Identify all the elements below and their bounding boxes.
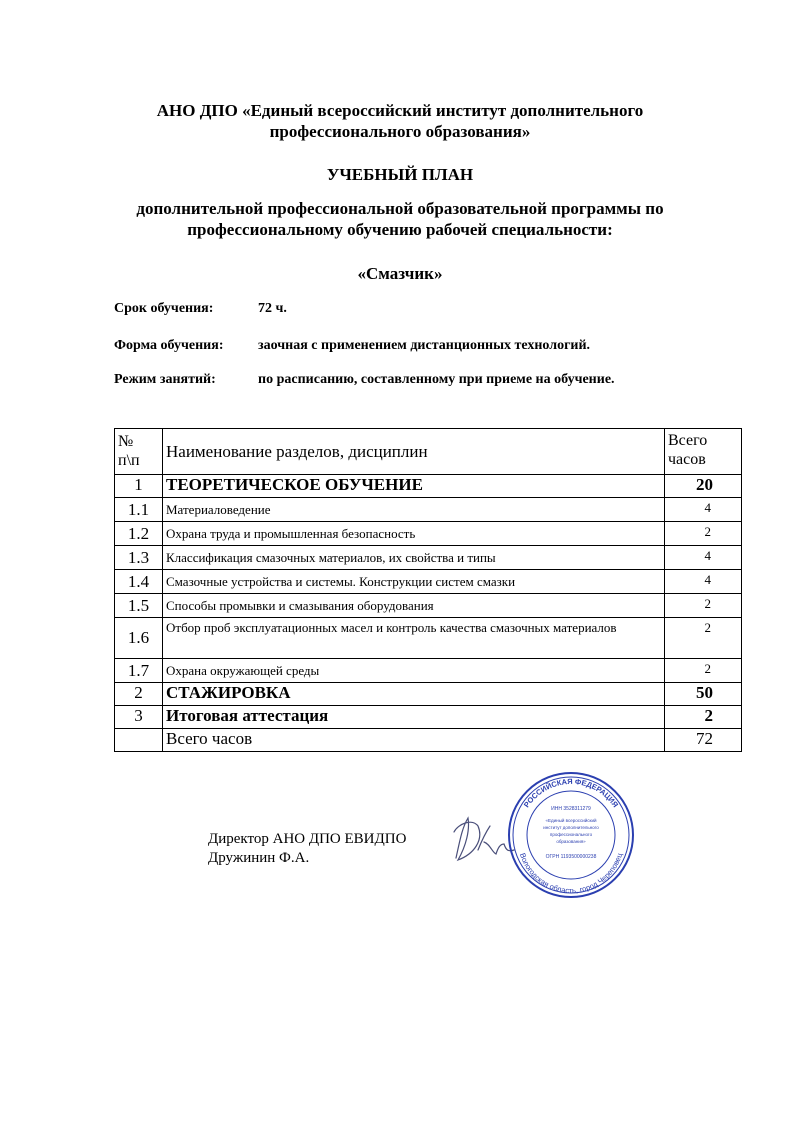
meta-duration: [114, 301, 287, 317]
meta-value: 72 ч.: [258, 301, 287, 316]
row-name: Способы промывки и смазывания оборудования: [163, 594, 665, 618]
meta-schedule: [114, 372, 615, 388]
row-name: Охрана труда и промышленная безопасность: [163, 522, 665, 546]
row-name: Отбор проб эксплуатационных масел и контроль качества смазочных материалов: [163, 618, 665, 659]
table-row: [115, 659, 742, 683]
row-number: 1.1: [115, 498, 163, 522]
stamp-inn: ИНН 3528311279: [551, 806, 591, 812]
organization-title: [0, 100, 800, 142]
svg-text:РОССИЙСКАЯ ФЕДЕРАЦИЯ: [522, 777, 620, 809]
table-row: [115, 706, 742, 729]
row-hours: 20: [665, 475, 742, 498]
row-number: 3: [115, 706, 163, 729]
row-name: Итоговая аттестация: [163, 706, 665, 729]
row-name: Классификация смазочных материалов, их свойства и типы: [163, 546, 665, 570]
table-row: [115, 498, 742, 522]
header-name: Наименование разделов, дисциплин: [163, 429, 665, 475]
row-number: 2: [115, 683, 163, 706]
meta-value: по расписанию, составленному при приеме на обучение.: [258, 372, 615, 387]
row-hours: 2: [665, 618, 742, 659]
subtitle-line-2: профессиональному обучению рабочей специальности:: [187, 220, 613, 239]
org-line-2: профессионального образования»: [269, 122, 531, 141]
table-total-row: [115, 729, 742, 752]
director-position: Директор АНО ДПО ЕВИДПО: [208, 831, 407, 847]
row-number: 1.7: [115, 659, 163, 683]
row-name: Материаловедение: [163, 498, 665, 522]
table-row: [115, 683, 742, 706]
table-row: [115, 618, 742, 659]
row-number: 1.4: [115, 570, 163, 594]
stamp-outer-bottom: Вологодская область, город Череповец: [517, 851, 625, 896]
org-line-1: АНО ДПО «Единый всероссийский институт дополнительного: [156, 101, 644, 120]
row-number: 1.5: [115, 594, 163, 618]
table-row: [115, 522, 742, 546]
row-hours: 2: [665, 522, 742, 546]
svg-text:«Единый всероссийский: «Единый всероссийский: [545, 818, 597, 823]
program-name: «Смазчик»: [357, 264, 443, 283]
row-name: ТЕОРЕТИЧЕСКОЕ ОБУЧЕНИЕ: [163, 475, 665, 498]
row-hours: 2: [665, 659, 742, 683]
meta-label: Форма обучения:: [114, 338, 224, 353]
signature-block: [208, 830, 406, 868]
row-hours: 4: [665, 546, 742, 570]
table-row: [115, 570, 742, 594]
table-row: [115, 546, 742, 570]
svg-text:образования»: образования»: [556, 839, 586, 844]
svg-text:институт дополнительного: институт дополнительного: [543, 825, 599, 830]
header-number: № п\п: [115, 429, 163, 475]
table-header-row: [115, 429, 742, 475]
stamp-outer-top: РОССИЙСКАЯ ФЕДЕРАЦИЯ: [521, 776, 621, 810]
row-number: 1.3: [115, 546, 163, 570]
row-name: Смазочные устройства и системы. Конструкции систем смазки: [163, 570, 665, 594]
row-hours: 2: [665, 706, 742, 729]
row-number: 1.2: [115, 522, 163, 546]
table-row: [115, 475, 742, 498]
row-hours: 50: [665, 683, 742, 706]
svg-text:профессионального: профессионального: [549, 832, 593, 837]
row-name: Охрана окружающей среды: [163, 659, 665, 683]
meta-value: заочная с применением дистанционных технологий.: [258, 338, 591, 353]
meta-label: Срок обучения:: [114, 301, 214, 316]
total-hours: 72: [665, 729, 742, 752]
stamp-ogrn: ОГРН 1193500000238: [545, 854, 597, 860]
table-row: [115, 594, 742, 618]
row-hours: 4: [665, 570, 742, 594]
curriculum-table: [114, 428, 742, 752]
row-number: [115, 729, 163, 752]
row-name: СТАЖИРОВКА: [163, 683, 665, 706]
document-title: УЧЕБНЫЙ ПЛАН: [326, 165, 474, 184]
row-hours: 4: [665, 498, 742, 522]
row-hours: 2: [665, 594, 742, 618]
meta-form: [114, 338, 591, 354]
director-name: Дружинин Ф.А.: [208, 850, 310, 866]
subtitle-line-1: дополнительной профессиональной образовательной программы по: [136, 199, 664, 218]
row-number: 1: [115, 475, 163, 498]
document-subtitle: [0, 198, 800, 240]
header-hours: Всего часов: [665, 429, 742, 475]
meta-label: Режим занятий:: [114, 372, 216, 387]
row-number: 1.6: [115, 618, 163, 659]
total-label: Всего часов: [163, 729, 665, 752]
organization-stamp: [506, 770, 636, 900]
